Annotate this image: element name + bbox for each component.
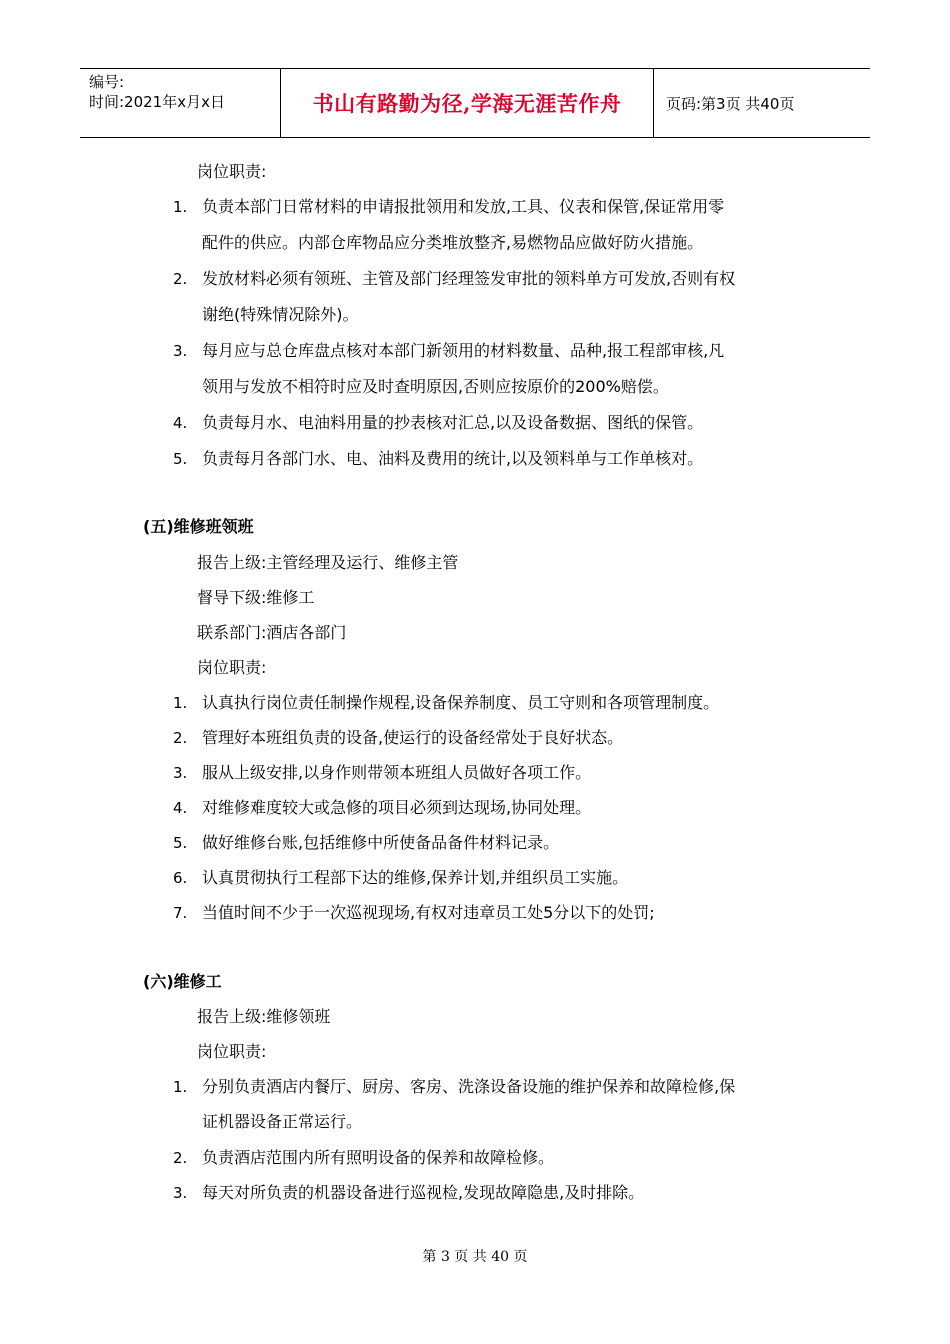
report-to: 报告上级:主管经理及运行、维修主管 [197, 553, 459, 572]
list-item-text: 认真贯彻执行工程部下达的维修,保养计划,并组织员工实施。 [202, 868, 629, 887]
contact-departments: 联系部门:酒店各部门 [197, 623, 347, 642]
page-header [80, 68, 870, 138]
list-item-text: 配件的供应。内部仓库物品应分类堆放整齐,易燃物品应做好防火措施。 [202, 233, 704, 252]
list-item-text: 每天对所负责的机器设备进行巡视检,发现故障隐患,及时排除。 [202, 1183, 645, 1202]
list-item-number: 3. [173, 1184, 188, 1202]
list-item-number: 3. [173, 342, 188, 360]
supervise: 督导下级:维修工 [197, 588, 315, 607]
list-item-text: 领用与发放不相符时应及时查明原因,否则应按原价的200%赔偿。 [202, 377, 669, 396]
list-item-number: 1. [173, 1078, 188, 1096]
list-item-number: 7. [173, 904, 188, 922]
header-meta [80, 69, 281, 137]
header-motto-cell [281, 69, 654, 137]
list-item-number: 3. [173, 764, 188, 782]
list-item-text: 做好维修台账,包括维修中所使备品备件材料记录。 [202, 833, 560, 852]
header-page-info-cell [654, 69, 870, 137]
header-page-info: 页码:第3页 共40页 [666, 94, 795, 113]
list-item-text: 管理好本班组负责的设备,使运行的设备经常处于良好状态。 [202, 728, 624, 747]
list-item-text: 认真执行岗位责任制操作规程,设备保养制度、员工守则和各项管理制度。 [202, 693, 720, 712]
list-item-number: 6. [173, 869, 188, 887]
document-number-label: 编号: [89, 73, 125, 91]
list-item-number: 2. [173, 1149, 188, 1167]
footer-page-number: 第 3 页 共 40 页 [422, 1249, 528, 1265]
list-item-text: 每月应与总仓库盘点核对本部门新领用的材料数量、品种,报工程部审核,凡 [202, 341, 725, 360]
list-item-number: 2. [173, 729, 188, 747]
list-item-text: 负责本部门日常材料的申请报批领用和发放,工具、仪表和保管,保证常用零 [202, 197, 725, 216]
list-item-text: 服从上级安排,以身作则带领本班组人员做好各项工作。 [202, 763, 592, 782]
list-item-number: 4. [173, 799, 188, 817]
section-title: (六)维修工 [143, 972, 222, 991]
list-item-text: 负责酒店范围内所有照明设备的保养和故障检修。 [202, 1148, 555, 1167]
list-item-text: 分别负责酒店内餐厅、厨房、客房、洗涤设备设施的维护保养和故障检修,保 [202, 1077, 736, 1096]
list-item-number: 1. [173, 694, 188, 712]
report-to: 报告上级:维修领班 [197, 1007, 331, 1026]
list-item-text: 负责每月水、电油料用量的抄表核对汇总,以及设备数据、图纸的保管。 [202, 413, 704, 432]
document-time-label: 时间:2021年x月x日 [89, 93, 225, 111]
list-item-text: 对维修难度较大或急修的项目必须到达现场,协同处理。 [202, 798, 592, 817]
page-footer [0, 1246, 950, 1266]
list-item-number: 5. [173, 450, 188, 468]
list-item-number: 4. [173, 414, 188, 432]
duties-label: 岗位职责: [197, 162, 267, 181]
list-item-number: 1. [173, 198, 188, 216]
list-item-text: 谢绝(特殊情况除外)。 [202, 305, 359, 324]
section-title: (五)维修班领班 [143, 517, 254, 536]
list-item-text: 当值时间不少于一次巡视现场,有权对违章员工处5分以下的处罚; [202, 903, 655, 922]
duties-label: 岗位职责: [197, 1042, 267, 1061]
list-item-number: 5. [173, 834, 188, 852]
list-item-number: 2. [173, 270, 188, 288]
header-motto: 书山有路勤为径,学海无涯苦作舟 [312, 91, 622, 116]
list-item-text: 证机器设备正常运行。 [202, 1112, 363, 1131]
list-item-text: 负责每月各部门水、电、油料及费用的统计,以及领料单与工作单核对。 [202, 449, 704, 468]
list-item-text: 发放材料必须有领班、主管及部门经理签发审批的领料单方可发放,否则有权 [202, 269, 736, 288]
duties-label: 岗位职责: [197, 658, 267, 677]
